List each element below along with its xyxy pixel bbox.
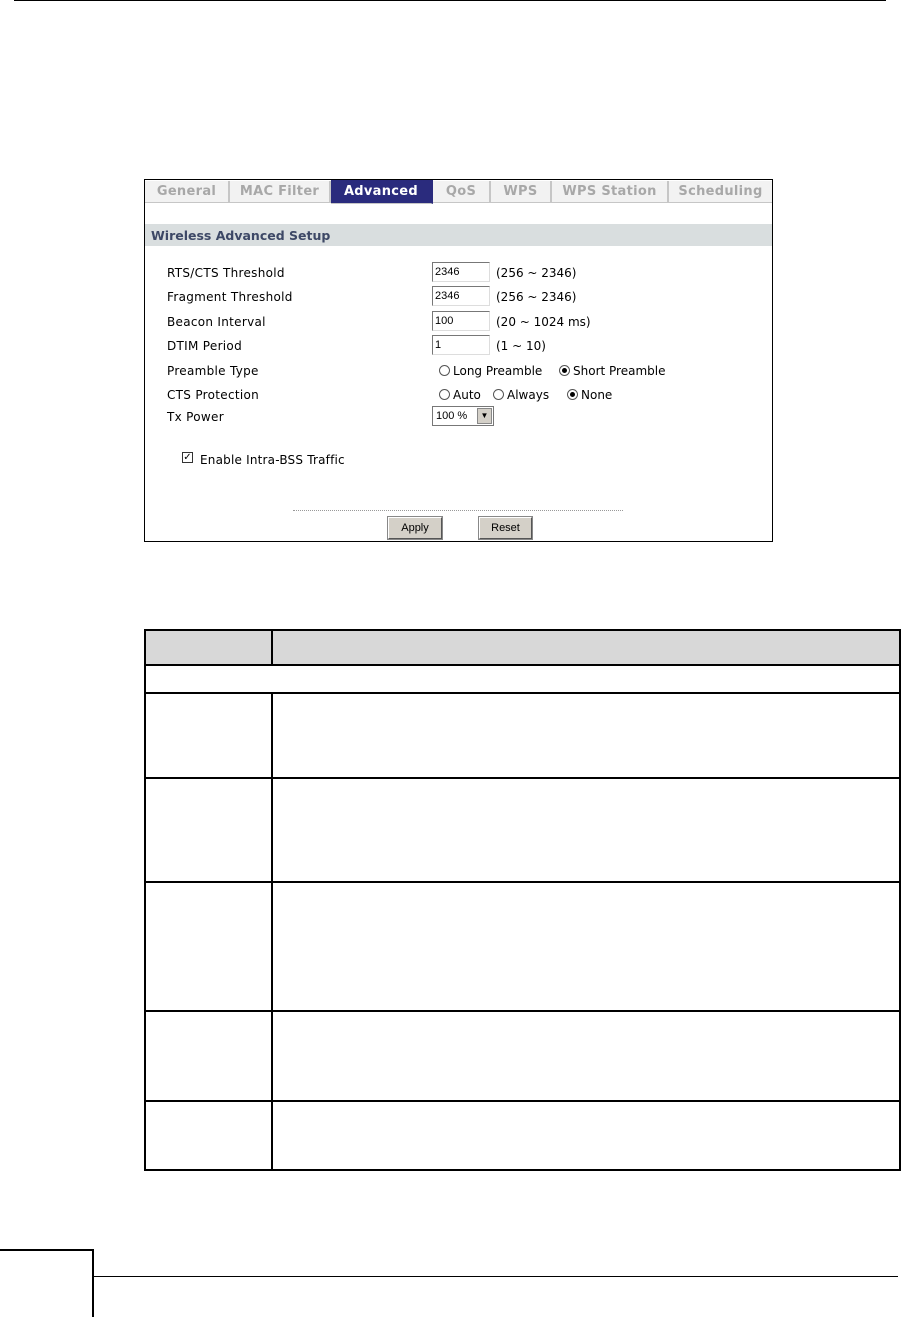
table-row-divider xyxy=(146,881,899,883)
beacon-interval-input[interactable]: 100 xyxy=(432,311,490,331)
reset-button[interactable]: Reset xyxy=(479,517,532,539)
table-row-divider xyxy=(146,1100,899,1102)
dtim-row xyxy=(145,335,772,357)
cts-none-option[interactable] xyxy=(567,388,612,402)
cts-none-label: None xyxy=(581,388,613,402)
cts-row xyxy=(145,384,772,406)
section-title: Wireless Advanced Setup xyxy=(145,224,772,246)
beacon-range-hint: (20 ~ 1024 ms) xyxy=(496,315,591,329)
table-row-divider xyxy=(146,777,899,779)
beacon-row xyxy=(145,311,772,333)
tab-bar xyxy=(145,180,772,206)
column-divider xyxy=(271,694,273,1169)
wireless-advanced-screenshot xyxy=(144,179,773,542)
header-column-divider xyxy=(271,631,273,666)
preamble-row xyxy=(145,360,772,382)
apply-button[interactable]: Apply xyxy=(388,517,442,539)
page-number-box xyxy=(0,1249,94,1317)
tab-general[interactable]: General xyxy=(145,181,230,203)
fragment-row xyxy=(145,286,772,308)
preamble-long-radio[interactable] xyxy=(439,365,450,376)
table-header-row xyxy=(146,631,899,666)
tab-advanced[interactable]: Advanced xyxy=(331,180,433,204)
intra-bss-checkbox[interactable]: ✓ xyxy=(183,452,192,463)
preamble-short-option[interactable] xyxy=(559,364,665,378)
chevron-down-icon[interactable]: ▼ xyxy=(477,408,492,424)
txpower-row xyxy=(145,406,772,428)
fragment-threshold-input[interactable]: 2346 xyxy=(432,286,490,306)
intra-bss-label: Enable Intra-BSS Traffic xyxy=(200,453,345,467)
tx-power-select[interactable] xyxy=(432,406,494,426)
tab-mac-filter[interactable]: MAC Filter xyxy=(230,181,331,203)
txpower-label: Tx Power xyxy=(167,410,224,424)
cts-none-radio[interactable] xyxy=(567,389,578,400)
preamble-long-label: Long Preamble xyxy=(453,364,543,378)
divider xyxy=(293,510,623,511)
fragment-label: Fragment Threshold xyxy=(167,290,293,304)
beacon-label: Beacon Interval xyxy=(167,315,266,329)
tab-wps[interactable]: WPS xyxy=(491,181,552,203)
preamble-label: Preamble Type xyxy=(167,364,259,378)
dtim-range-hint: (1 ~ 10) xyxy=(496,339,546,353)
tx-power-value: 100 % xyxy=(436,410,468,422)
preamble-short-radio[interactable] xyxy=(559,365,570,376)
rts-label: RTS/CTS Threshold xyxy=(167,266,285,280)
preamble-short-label: Short Preamble xyxy=(573,364,666,378)
tab-scheduling[interactable]: Scheduling xyxy=(669,181,772,203)
table-row-divider xyxy=(146,692,899,694)
footer-rule xyxy=(92,1276,898,1277)
rts-range-hint: (256 ~ 2346) xyxy=(496,266,577,280)
table-row-divider xyxy=(146,1010,899,1012)
cts-auto-label: Auto xyxy=(453,388,481,402)
cts-always-option[interactable] xyxy=(493,388,549,402)
tab-wps-station[interactable]: WPS Station xyxy=(552,181,669,203)
dtim-label: DTIM Period xyxy=(167,339,242,353)
preamble-long-option[interactable] xyxy=(439,364,542,378)
description-table xyxy=(144,629,901,1171)
cts-always-label: Always xyxy=(507,388,550,402)
dtim-period-input[interactable]: 1 xyxy=(432,335,490,355)
cts-label: CTS Protection xyxy=(167,388,260,402)
tab-qos[interactable]: QoS xyxy=(433,181,491,203)
rts-threshold-input[interactable]: 2346 xyxy=(432,262,490,282)
cts-auto-radio[interactable] xyxy=(439,389,450,400)
cts-auto-option[interactable] xyxy=(439,388,481,402)
fragment-range-hint: (256 ~ 2346) xyxy=(496,290,577,304)
rts-row xyxy=(145,262,772,284)
page-top-rule xyxy=(14,0,886,1)
cts-always-radio[interactable] xyxy=(493,389,504,400)
